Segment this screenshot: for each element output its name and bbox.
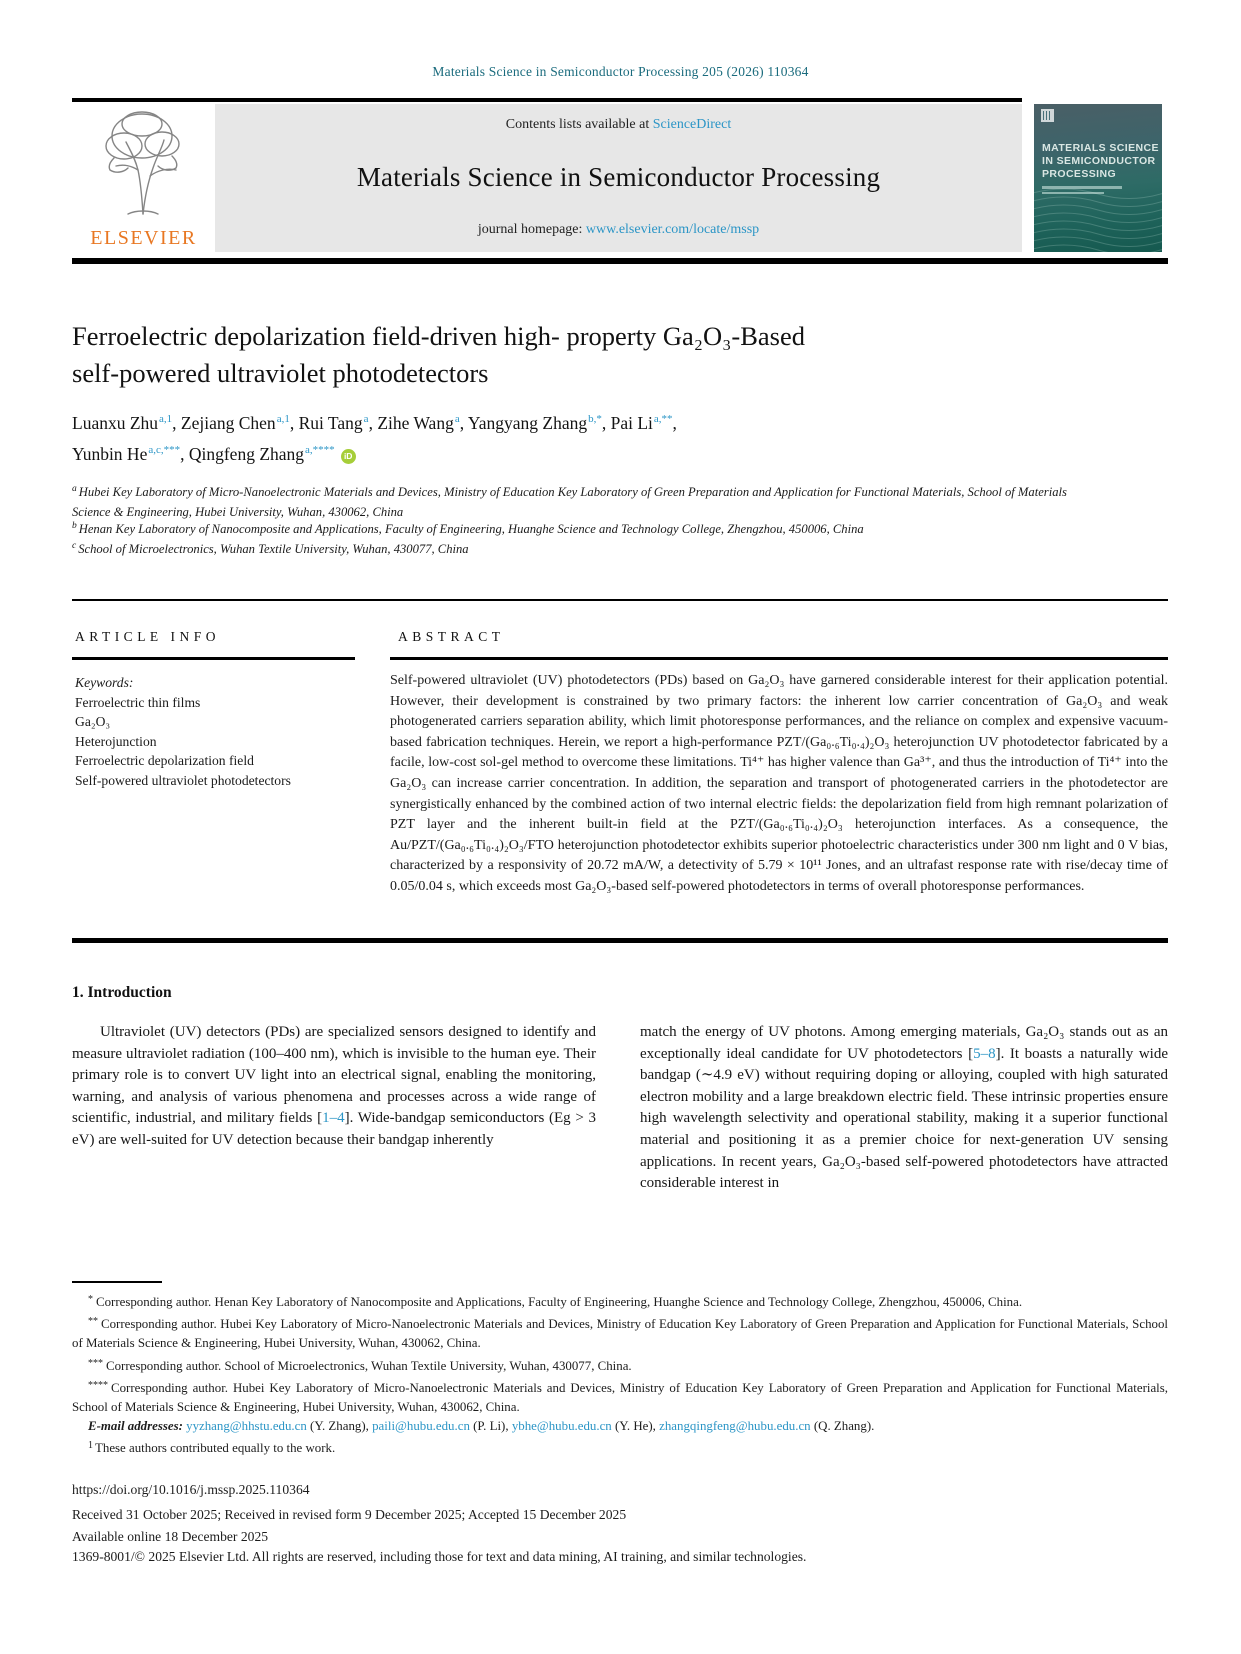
email-link[interactable]: ybhe@hubu.edu.cn xyxy=(511,1419,612,1434)
author-affil-sup[interactable]: a,** xyxy=(653,413,673,425)
running-head-citation: Materials Science in Semiconductor Processing 205 (2026) 110364 xyxy=(432,64,809,79)
author-name: Zihe Wang xyxy=(377,413,454,433)
author-name: Pai Li xyxy=(610,413,653,433)
homepage-link[interactable]: www.elsevier.com/locate/mssp xyxy=(585,222,760,237)
masthead-top-rule xyxy=(72,98,1022,102)
keyword-item: Ferroelectric depolarization field xyxy=(75,753,254,768)
author-separator: , xyxy=(601,413,611,433)
abstract-text: Self-powered ultraviolet (UV) photodetectors (PDs) based on Ga₂O₃ have garnered considerable interest for their application potential. However, their development is constrained by two primary factors: the inherent low carrier concentration of Ga₂O₃ and weak photogenerated carriers separation ability, which limit photoresponse performances, and the reliance on complex and expensive vacuum-based fabrication techniques. Herein, we report a high-performance PZT/(Ga₀.₆Ti₀.₄)₂O₃ heterojunction UV photodetector fabricated by a facile, low-cost sol-gel method to overcome these limitations. Ti⁴⁺ has higher valence than Ga³⁺, and thus the introduction of Ti⁴⁺ into the Ga₂O₃ can increase carrier concentration. In addition, the separation and transport of photogenerated carriers in the photodetector are synergistically enhanced by the combined action of two internal electric fields: the depolarization field from high remnant polarization of PZT layer and the inherent built-in field at the PZT/(Ga₀.₆Ti₀.₄)₂O₃ heterojunction interfaces. As a consequence, the Au/PZT/(Ga₀.₆Ti₀.₄)₂O₃/FTO heterojunction photodetector exhibits superior photoelectric characteristics under 300 nm light and 0 V bias, characterized by a responsivity of 20.72 mA/W, a detectivity of 5.79 × 10¹¹ Jones, and an ultrafast response rate with rise/decay time of 0.05/0.04 s, which exceeds most Ga₂O₃-based self-powered photodetectors in terms of overall photoresponse performances. xyxy=(390,673,1168,894)
email-after: (P. Li), xyxy=(469,1419,512,1434)
article-title-line1: Ferroelectric depolarization field-driven high- property Ga₂O₃-Based xyxy=(72,321,805,351)
abstract-bottom-rule xyxy=(72,938,1168,943)
email-entry xyxy=(659,1419,874,1433)
cover-wave-pattern xyxy=(1034,182,1162,252)
homepage-line xyxy=(478,222,759,238)
cover-title-line3: PROCESSING xyxy=(1042,168,1117,180)
intro-column-left xyxy=(72,1022,596,1152)
author-separator: , xyxy=(459,413,468,433)
email-link[interactable]: zhangqingfeng@hubu.edu.cn xyxy=(659,1419,811,1434)
sciencedirect-link[interactable]: ScienceDirect xyxy=(652,117,732,132)
elsevier-wordmark: ELSEVIER xyxy=(90,227,197,249)
footnote-item xyxy=(72,1376,1168,1417)
received-dates: Received 31 October 2025; Received in revised form 9 December 2025; Accepted 15 December 2025 xyxy=(72,1507,627,1522)
affiliation-item xyxy=(72,521,1092,541)
footnote-item xyxy=(72,1290,1168,1312)
journal-title: Materials Science in Semiconductor Processing xyxy=(356,162,881,192)
masthead-band xyxy=(72,104,1022,252)
intro-text: Ultraviolet (UV) detectors (PDs) are specialized sensors designed to identify and measure ultraviolet radiation (100–400 nm), which is invisible to the human eye. Their primary role is to convert UV light into an electrical signal, enabling the monitoring, warning, and analysis of various phenomena and processes across a wide range of scientific, industrial, and military fields [ xyxy=(72,1024,596,1127)
journal-cover-thumbnail xyxy=(1034,104,1162,252)
email-entry xyxy=(186,1419,372,1433)
author-affil-sup[interactable]: a,1 xyxy=(276,413,290,425)
keywords-label: Keywords: xyxy=(75,675,134,690)
doi-link[interactable]: https://doi.org/10.1016/j.mssp.2025.110364 xyxy=(72,1482,310,1497)
author-affil-sup[interactable]: a xyxy=(454,413,460,425)
masthead-gray-panel xyxy=(215,104,1022,252)
contents-line xyxy=(506,117,732,133)
author-name: Rui Tang xyxy=(298,413,363,433)
contribution-sup: 1 xyxy=(88,1440,93,1452)
footnote-marker: *** xyxy=(88,1357,103,1369)
email-link[interactable]: paili@hubu.edu.cn xyxy=(372,1419,470,1434)
copyright-notice: 1369-8001/© 2025 Elsevier Ltd. All rights are reserved, including those for text and data mining, AI training, and similar technologies. xyxy=(72,1549,807,1564)
footnote-text: Corresponding author. School of Microelectronics, Wuhan Textile University, Wuhan, 430077, China. xyxy=(106,1358,632,1373)
author-separator: , xyxy=(672,413,677,433)
contents-prefix: Contents lists available at xyxy=(505,117,653,132)
intro-paragraph-right xyxy=(640,1022,1168,1195)
author-separator: , xyxy=(368,413,378,433)
author-name: Luanxu Zhu xyxy=(72,413,159,433)
article-title xyxy=(72,318,972,392)
keyword-item: Ferroelectric thin films xyxy=(75,694,201,710)
keywords-block xyxy=(75,673,375,790)
available-online: Available online 18 December 2025 xyxy=(72,1529,269,1544)
affiliation-item xyxy=(72,484,1092,521)
footnote-marker: **** xyxy=(88,1379,108,1391)
affiliation-sup: b xyxy=(72,521,77,531)
abstract-heading: ABSTRACT xyxy=(398,629,505,644)
email-label: E-mail addresses: xyxy=(88,1419,183,1434)
footnote-rule xyxy=(72,1281,162,1283)
author-name: Qingfeng Zhang xyxy=(188,444,305,464)
footnote-item xyxy=(72,1312,1168,1353)
footnote-text: Corresponding author. Hubei Key Laboratory of Micro-Nanoelectronic Materials and Devices, Ministry of Education Key Laboratory of Green Preparation and Application for Functional Materials, School of Materials Science & Engineering, Hubei University, Wuhan, 430062, China. xyxy=(72,1380,1168,1415)
affiliation-text: Hubei Key Laboratory of Micro-Nanoelectronic Materials and Devices, Ministry of Education Key Laboratory of Green Preparation and Application for Functional Materials, School of Materials Science & Engineering, Hubei University, Wuhan, 430062, China xyxy=(72,485,1067,519)
homepage-prefix: journal homepage: xyxy=(477,222,586,237)
author-affil-sup[interactable]: a,c,*** xyxy=(148,444,181,456)
author-separator: , xyxy=(289,413,299,433)
citation-ref-link[interactable]: 5–8 xyxy=(973,1045,996,1062)
author-name: Yangyang Zhang xyxy=(467,413,588,433)
intro-text: ]. It boasts a naturally wide bandgap (∼4.9 eV) without requiring doping or alloying, coupled with high saturated electron mobility and a large breakdown electric field. These intrinsic properties ensure high wavelength selectivity and operational stability, making it a superior functional material and positioning it as a premier choice for next-generation UV sensing applications. In recent years, Ga₂O₃-based self-powered photodetectors have attracted considerable interest in xyxy=(640,1045,1168,1192)
affiliation-list xyxy=(72,484,1092,560)
intro-text: ]. Wide-bandgap semiconductors (Eg > 3 eV) are well-suited for UV detection because their bandgap inherently xyxy=(72,1110,596,1148)
cover-title xyxy=(1042,142,1159,181)
section-heading-introduction: 1. Introduction xyxy=(72,984,172,1001)
email-entry xyxy=(512,1419,659,1433)
keyword-item: Self-powered ultraviolet photodetectors xyxy=(75,772,291,788)
footnote-marker: * xyxy=(88,1294,93,1305)
footnote-text: Corresponding author. Henan Key Laboratory of Nanocomposite and Applications, Faculty of Engineering, Huanghe Science and Technology College, Zhengzhou, 450006, China. xyxy=(96,1295,1023,1309)
footnote-text: Corresponding author. Hubei Key Laboratory of Micro-Nanoelectronic Materials and Devices, Ministry of Education Key Laboratory of Green Preparation and Application for Functional Materials, School of Materials Science & Engineering, Hubei University, Wuhan, 430062, China. xyxy=(72,1317,1168,1351)
abstract-rule xyxy=(390,657,1168,660)
email-after: (Q. Zhang). xyxy=(810,1419,875,1434)
contribution-text: These authors contributed equally to the work. xyxy=(95,1441,336,1456)
article-info-rule xyxy=(72,657,355,660)
affiliation-sup: a xyxy=(72,484,77,494)
intro-column-right xyxy=(640,1022,1168,1195)
elsevier-tree-icon xyxy=(90,106,196,218)
keyword-item: Ga₂O₃ xyxy=(75,714,111,729)
article-info-heading: ARTICLE INFO xyxy=(75,629,221,644)
email-addresses-line xyxy=(72,1417,1168,1436)
email-after: (Y. He), xyxy=(611,1419,660,1434)
orcid-icon[interactable]: iD xyxy=(341,449,356,464)
author-separator: , xyxy=(180,444,189,464)
cover-publisher-mark-icon xyxy=(1041,109,1054,122)
section-divider-rule xyxy=(72,599,1168,601)
email-link[interactable]: yyzhang@hhstu.edu.cn xyxy=(186,1419,307,1434)
author-affil-sup[interactable]: a xyxy=(363,413,369,425)
cover-title-line1: MATERIALS SCIENCE xyxy=(1042,142,1159,154)
affiliation-text: Henan Key Laboratory of Nanocomposite and Applications, Faculty of Engineering, Huanghe Science and Technology College, Zhengzhou, 450006, China xyxy=(78,522,864,536)
author-line-2 xyxy=(72,440,932,471)
author-list xyxy=(72,409,932,471)
author-line-1 xyxy=(72,409,932,440)
author-separator: , xyxy=(172,413,181,433)
author-name: Zejiang Chen xyxy=(180,413,276,433)
email-after: (Y. Zhang), xyxy=(306,1419,373,1434)
author-name: Yunbin He xyxy=(72,444,148,464)
intro-paragraph-left xyxy=(72,1022,596,1152)
elsevier-logo xyxy=(72,104,215,252)
footnote-item xyxy=(72,1354,1168,1376)
footnotes-block xyxy=(72,1290,1168,1459)
article-title-line2: self-powered ultraviolet photodetectors xyxy=(72,358,489,388)
masthead xyxy=(72,98,1168,268)
affiliation-text: School of Microelectronics, Wuhan Textile University, Wuhan, 430077, China xyxy=(78,541,469,556)
email-entry xyxy=(372,1419,512,1433)
citation-ref-link[interactable]: 1–4 xyxy=(322,1110,345,1127)
author-affil-sup[interactable]: a,1 xyxy=(159,413,173,425)
keyword-item: Heterojunction xyxy=(75,733,157,749)
footnote-marker: ** xyxy=(88,1316,98,1328)
masthead-bottom-rule xyxy=(72,258,1168,264)
contribution-note xyxy=(72,1436,1168,1458)
author-affil-sup[interactable]: a,**** xyxy=(305,444,335,456)
cover-title-line2: IN SEMICONDUCTOR xyxy=(1042,155,1156,167)
affiliation-item xyxy=(72,541,1092,561)
affiliation-sup: c xyxy=(72,540,77,551)
author-affil-sup[interactable]: b,* xyxy=(588,413,602,425)
intro-text: match the energy of UV photons. Among emerging materials, Ga₂O₃ stands out as an exceptionally ideal candidate for UV photodetectors [ xyxy=(640,1024,1168,1062)
